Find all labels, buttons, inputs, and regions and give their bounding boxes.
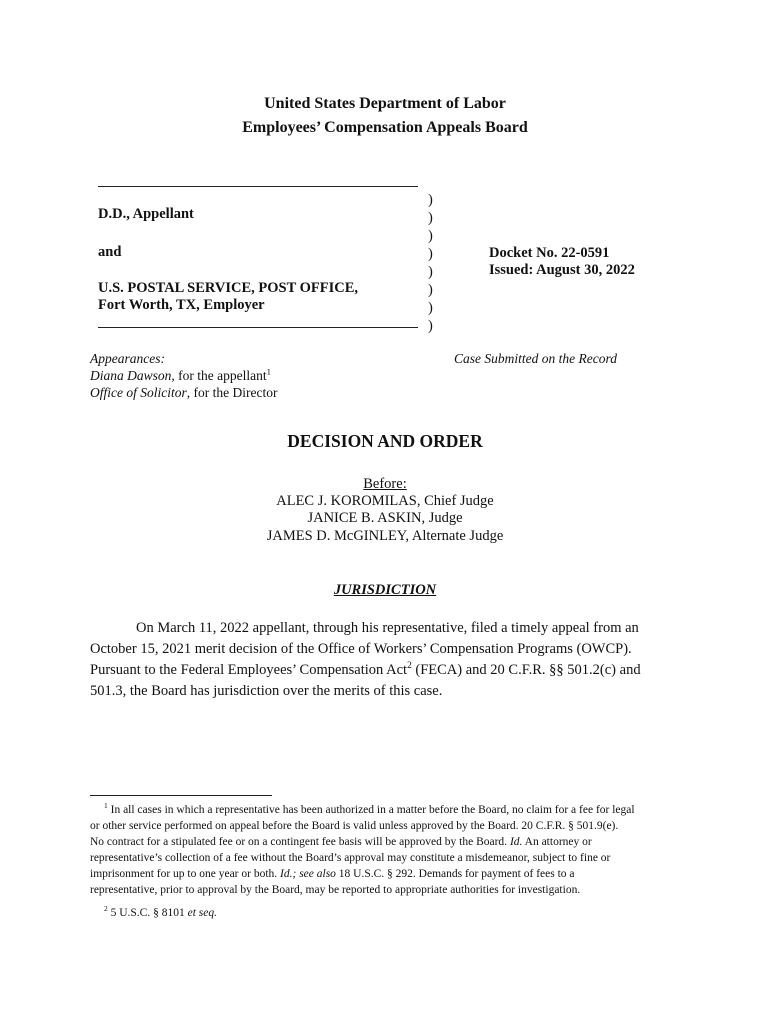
footnote-ref-2: 2 [407,661,412,672]
footnote-1-text-5a: imprisonment for up to one year or both. [90,868,281,880]
employer-line-2: Fort Worth, TX, Employer [98,297,265,313]
director-representative [90,384,277,401]
caption-paren: ) [428,210,433,226]
footnote-1-number: 1 [104,801,108,811]
footnote-1-text-3b: Id. [509,836,523,848]
caption-paren: ) [428,318,433,334]
footnote-1-text-3c: An attorney or [522,836,592,848]
footnote-1-line-2: or other service performed on appeal before the Board is valid unless approved by the Board. 20 C.F.R. § 501.9(e). [90,820,619,832]
footnote-separator [90,795,272,796]
board-name: Employees’ Compensation Appeals Board [242,119,528,136]
before-text: Before: [363,476,407,492]
representative-role: , for the appellant [171,368,267,383]
solicitor-name: Office of Solicitor [90,385,187,400]
docket-number: Docket No. 22-0591 [489,245,610,261]
judge-3: JAMES D. McGINLEY, Alternate Judge [266,528,504,544]
judge-1: ALEC J. KOROMILAS, Chief Judge [276,493,494,509]
employer-line-1: U.S. POSTAL SERVICE, POST OFFICE, [98,280,359,296]
footnote-1-text-5b: Id.; see also [280,868,336,880]
representative-name: Diana Dawson [90,368,172,383]
issued-date: Issued: August 30, 2022 [489,262,635,278]
footnote-2-text: 5 U.S.C. § 8101 [107,907,188,919]
footnote-1-line-4: representative’s collection of a fee without the Board’s approval may constitute a misdemeanor, subject to fine or [90,852,611,864]
case-submitted-note: Case Submitted on the Record [454,351,617,366]
footnote-1 [90,802,690,898]
decision-title: DECISION AND ORDER [287,431,483,451]
footnote-1-line-5 [90,866,690,882]
appearances-label: Appearances: [90,351,165,366]
solicitor-role: , for the Director [186,385,278,400]
appellant-representative [90,367,271,384]
footnote-2-et-seq: et seq. [187,907,217,919]
caption-paren: ) [428,282,433,298]
jurisdiction-line-3-b: (FECA) and 20 C.F.R. §§ 501.2(c) and [411,662,641,678]
footnote-ref-1: 1 [266,366,271,377]
judge-2: JANICE B. ASKIN, Judge [307,510,463,526]
footnote-1-line-6: representative, prior to approval by the Board, may be reported to appropriate authorities for investigation. [90,884,581,896]
footnote-2 [104,905,217,921]
jurisdiction-line-4: 501.3, the Board has jurisdiction over the merits of this case. [90,683,443,699]
jurisdiction-line-3-a: Pursuant to the Federal Employees’ Compensation Act [90,662,408,678]
agency-name: United States Department of Labor [264,95,506,112]
caption-paren: ) [428,300,433,316]
jurisdiction-heading [0,580,770,602]
footnote-1-line-1 [90,802,690,818]
appellant-name: D.D., Appellant [98,206,194,222]
caption-paren: ) [428,246,433,262]
footnote-1-text-3a: No contract for a stipulated fee or on a contingent fee basis will be approved by the Board. [90,836,510,848]
jurisdiction-line-2: October 15, 2021 merit decision of the Office of Workers’ Compensation Programs (OWCP). [90,641,632,657]
footnote-1-text-5c: 18 U.S.C. § 292. Demands for payment of fees to a [335,868,575,880]
caption-bottom-rule [98,327,418,328]
jurisdiction-line-3 [90,660,641,682]
caption-paren: ) [428,228,433,244]
jurisdiction-heading-text: JURISDICTION [333,582,437,598]
caption-paren: ) [428,192,433,208]
jurisdiction-line-1: On March 11, 2022 appellant, through his representative, filed a timely appeal from an [136,620,639,636]
footnote-1-line-3 [90,834,690,850]
footnote-2-number: 2 [104,904,108,914]
caption-top-rule [98,186,418,187]
caption-and: and [98,244,122,260]
caption-paren: ) [428,264,433,280]
footnote-1-text-1: In all cases in which a representative has been authorized in a matter before the Board, no claim for a fee for legal [110,804,635,816]
